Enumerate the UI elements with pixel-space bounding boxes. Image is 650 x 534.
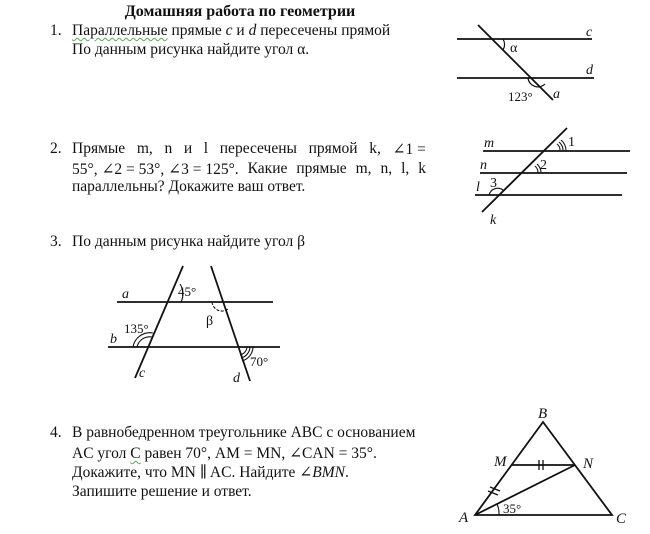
word: 55°, ∠2 = 53°, ∠3 = 125°. — [72, 161, 239, 178]
label-alpha: α — [510, 41, 518, 56]
label-d: d — [586, 63, 593, 78]
label-m: m — [484, 136, 495, 151]
word: m, — [136, 140, 153, 157]
label-beta: β — [206, 314, 214, 329]
word: n, — [380, 160, 393, 177]
label-n: n — [480, 158, 487, 173]
label-70: 70° — [250, 354, 269, 369]
label-c: c — [139, 366, 146, 381]
text-fragment: прямые — [167, 22, 226, 39]
math-expression: ∠BMN — [299, 464, 346, 481]
label-123: 123° — [508, 89, 533, 104]
variable: d — [248, 22, 257, 39]
word: Какие — [247, 160, 288, 177]
word: Прямые — [72, 140, 126, 157]
text-fragment: . — [345, 464, 349, 481]
label-a: a — [122, 287, 129, 302]
figure-2-three-lines — [475, 128, 630, 212]
page-title: Домашняя работа по геометрии — [124, 3, 356, 20]
segment-an — [475, 465, 575, 515]
label-c: c — [586, 25, 593, 40]
word: k — [418, 160, 426, 177]
label-c: C — [616, 511, 627, 527]
text-fragment: C — [130, 445, 141, 462]
label-l: l — [476, 180, 480, 195]
problem-text-line: параллельны? Докажите ваш ответ. — [72, 178, 306, 195]
problem-text-line: В равнобедренном треугольнике ABC с основанием — [72, 424, 416, 441]
figure-1-labels — [508, 25, 594, 104]
word: k, — [369, 140, 381, 157]
problem-number: 3. — [50, 233, 62, 250]
word: l — [203, 140, 209, 157]
label-35: 35° — [503, 501, 522, 516]
problem-number: 4. — [50, 424, 62, 441]
label-n: N — [583, 456, 594, 472]
word: n — [164, 140, 173, 157]
line-d — [211, 266, 250, 381]
line-k — [482, 128, 567, 212]
text-fragment: и — [232, 22, 249, 39]
problem-text-line: Запишите решение и ответ. — [72, 483, 252, 500]
word: ∠1 = — [392, 141, 426, 158]
label-a: A — [459, 510, 469, 526]
text-fragment: Докажите, что MN ∥ AC. Найдите — [72, 464, 300, 481]
label-angle-1: 1 — [568, 135, 575, 150]
label-d: d — [233, 371, 240, 386]
problem-text-line: По данным рисунка найдите угол α. — [72, 41, 310, 58]
text-fragment: равен 70°, AM = MN, ∠CAN = 35°. — [140, 445, 377, 462]
word: прямые — [296, 160, 347, 177]
word: и — [183, 140, 193, 157]
word: m, — [355, 160, 372, 177]
label-45: 45° — [178, 284, 197, 299]
problem-number: 1. — [50, 22, 62, 39]
word: пересечены — [219, 140, 297, 157]
figure-3-labels — [110, 284, 268, 386]
problem-text-line: По данным рисунка найдите угол β — [72, 233, 306, 250]
text-fragment: AC угол — [72, 445, 131, 462]
label-b: B — [538, 406, 548, 422]
text-fragment: Параллельные — [72, 22, 168, 39]
label-angle-3: 3 — [490, 176, 497, 191]
word: l, — [401, 160, 410, 177]
label-a: a — [553, 87, 560, 102]
variable: c — [225, 22, 233, 39]
label-m: M — [494, 454, 507, 470]
angle-alpha-arc — [503, 39, 504, 50]
label-b: b — [110, 332, 117, 347]
word: прямой — [308, 140, 358, 157]
angle-35-arc — [497, 504, 499, 515]
label-angle-2: 2 — [540, 158, 547, 173]
text-fragment: пересечены прямой — [256, 22, 391, 39]
label-135: 135° — [124, 321, 149, 336]
problem-number: 2. — [50, 140, 62, 157]
label-k: k — [490, 213, 497, 228]
